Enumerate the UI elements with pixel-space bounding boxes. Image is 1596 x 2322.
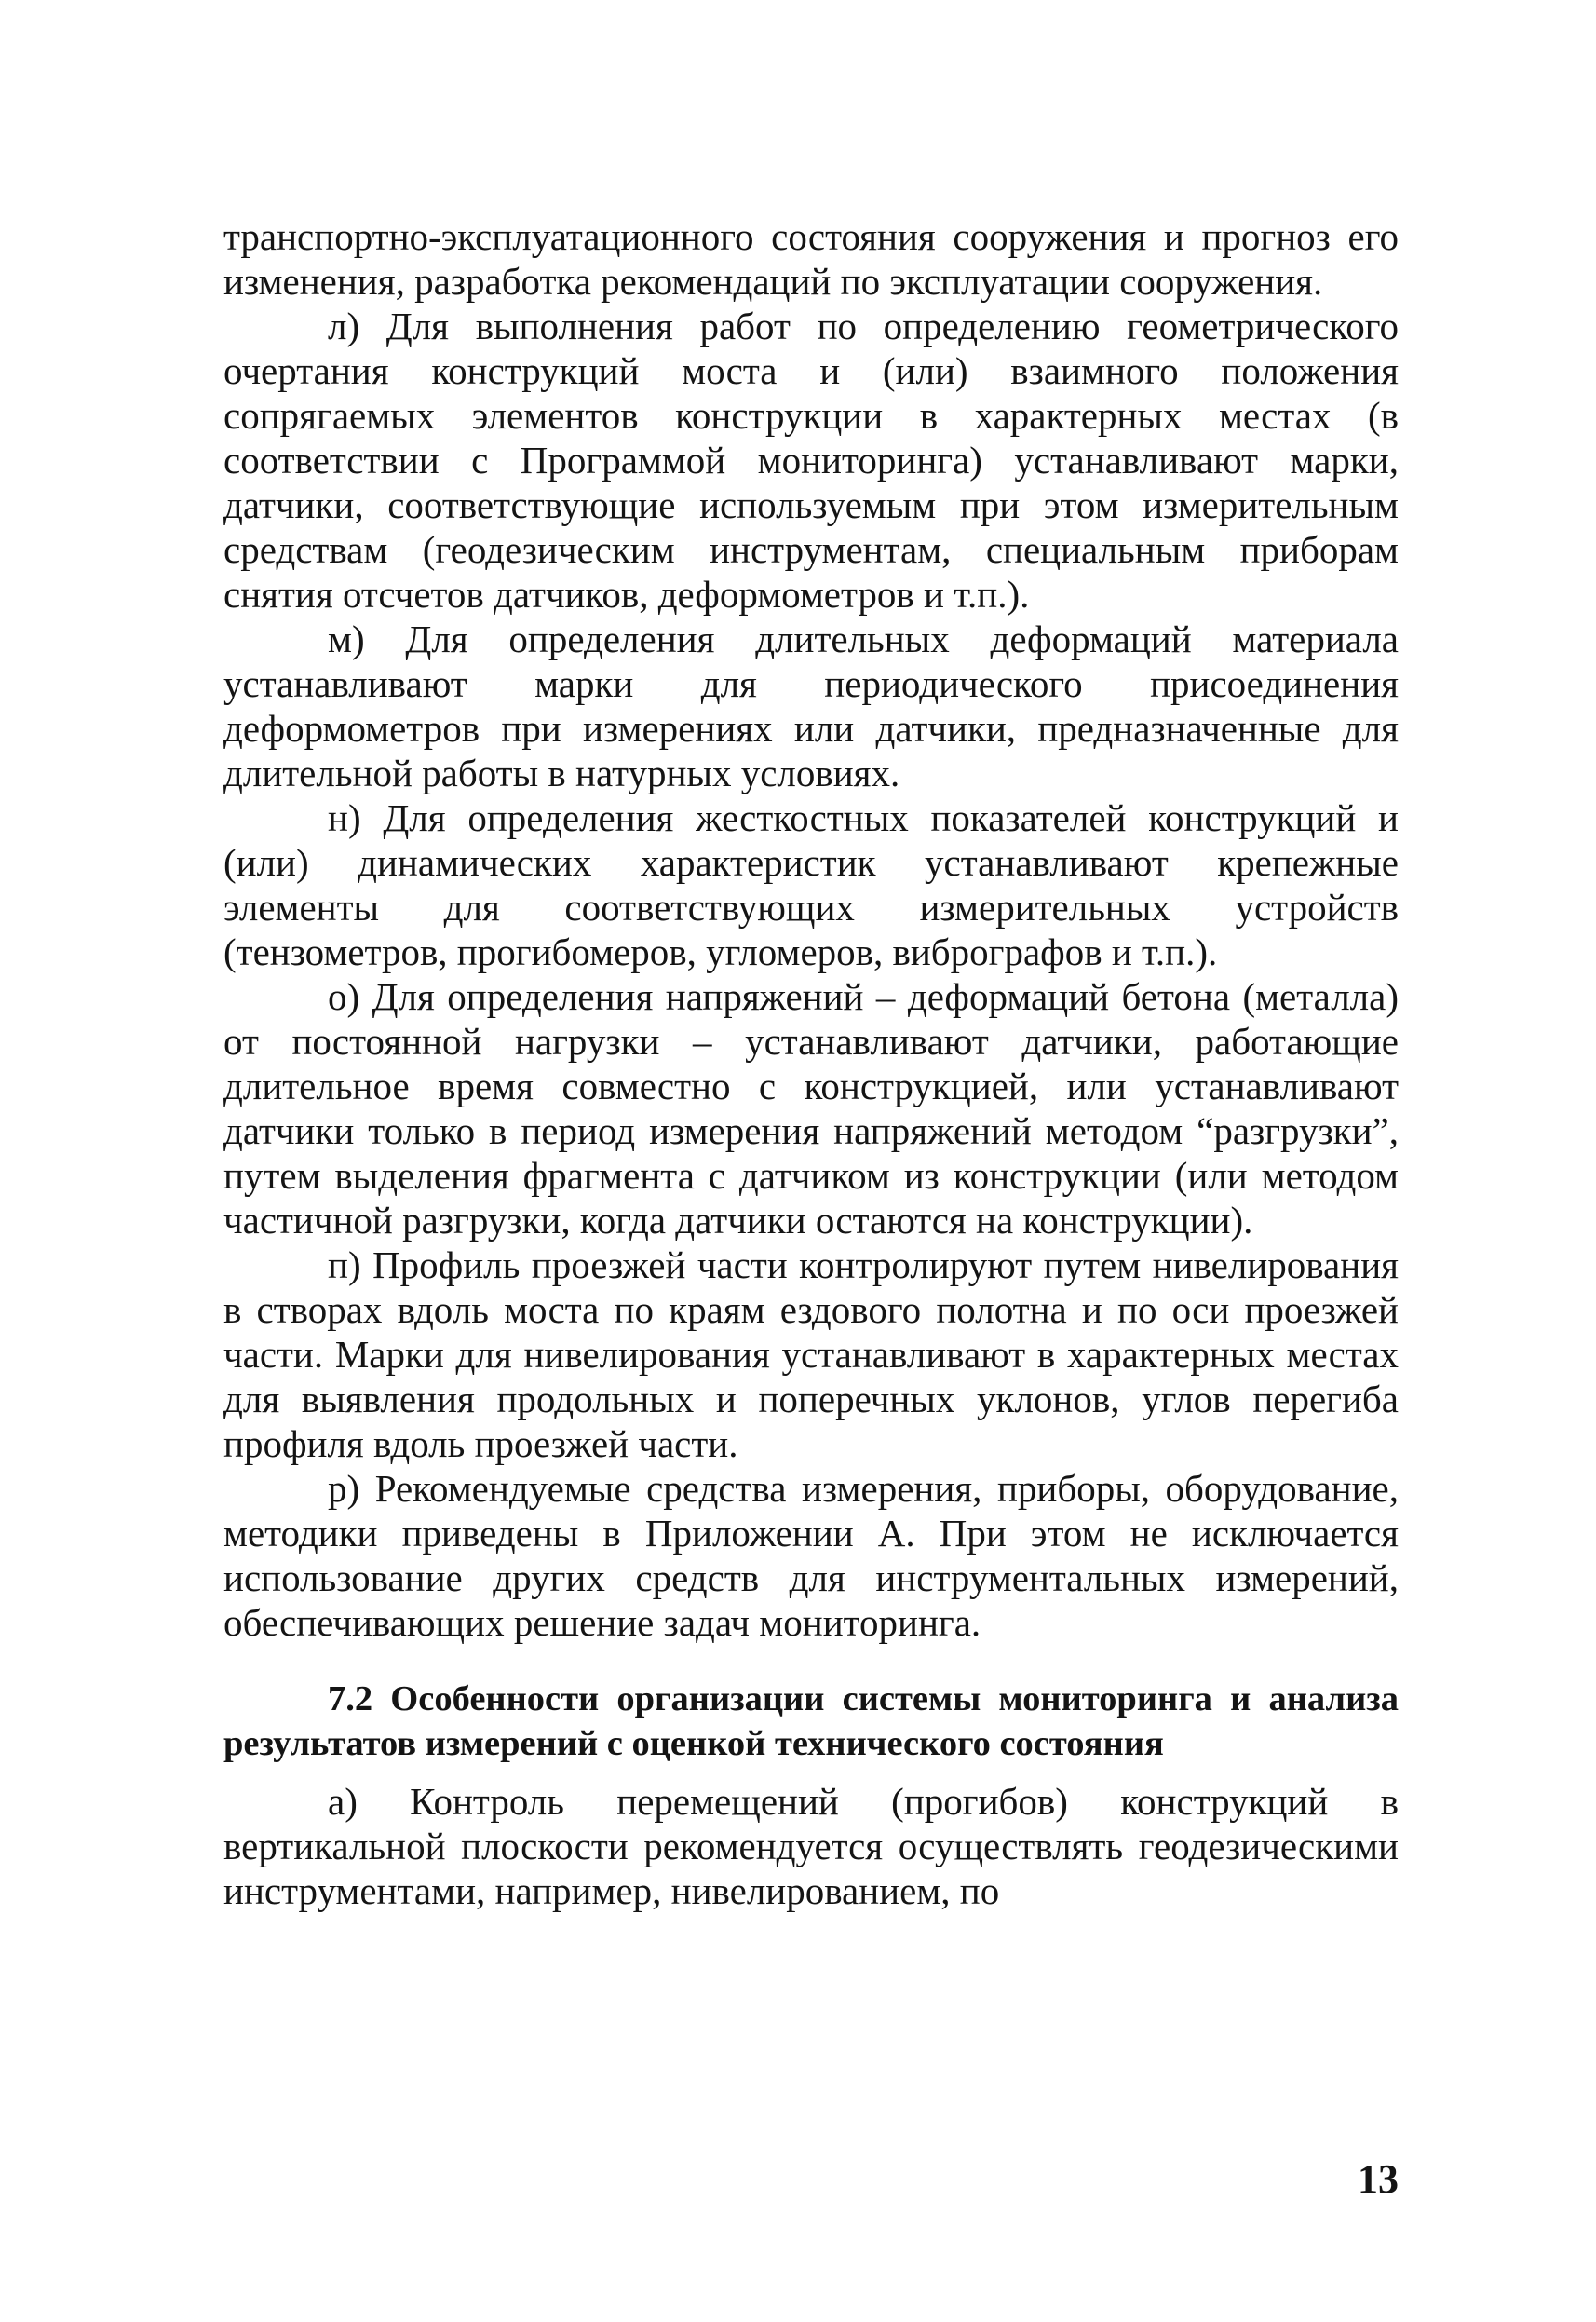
document-page <box>223 214 1399 1913</box>
paragraph-item-a: а) Контроль перемещений (прогибов) конструкций в вертикальной плоскости рекомендуется осуществлять геодезическими инструментами, например, нивелированием, по <box>223 1780 1399 1912</box>
paragraph-item-n: н) Для определения жесткостных показателей конструкций и (или) динамических характеристик устанавливают крепежные элементы для соответствующих измерительных устройств (тензометров, прогибомеров, угломеров, вибрографов и т.п.). <box>223 796 1399 973</box>
paragraph-item-r: р) Рекомендуемые средства измерения, приборы, оборудование, методики приведены в Приложении А. При этом не исключается использование других средств для инструментальных измерений, обеспечивающих решение задач мониторинга. <box>223 1467 1399 1644</box>
paragraph-item-p: п) Профиль проезжей части контролируют путем нивелирования в створах вдоль моста по краям ездового полотна и по оси проезжей части. Марки для нивелирования устанавливают в характерных местах для выявления продольных и поперечных уклонов, углов перегиба профиля вдоль проезжей части. <box>223 1243 1399 1465</box>
section-heading: 7.2 Особенности организации системы мониторинга и анализа результатов измерений с оценкой технического состояния <box>223 1679 1399 1763</box>
page-number: 13 <box>1358 2156 1399 2202</box>
paragraph-continuation: транспортно-эксплуатационного состояния сооружения и прогноз его изменения, разработка рекомендаций по эксплуатации сооружения. <box>223 215 1399 303</box>
paragraph-item-m: м) Для определения длительных деформаций материала устанавливают марки для периодического присоединения деформометров при измерениях или датчики, предназначенные для длительной работы в натурных условиях. <box>223 618 1399 794</box>
paragraph-item-o: о) Для определения напряжений – деформаций бетона (металла) от постоянной нагрузки – устанавливают датчики, работающие длительное время совместно с конструкцией, или устанавливают датчики только в период измерения напряжений методом “разгрузки”, путем выделения фрагмента с датчиком из конструкции (или методом частичной разгрузки, когда датчики остаются на конструкции). <box>223 975 1399 1242</box>
paragraph-item-l: л) Для выполнения работ по определению геометрического очертания конструкций моста и (или) взаимного положения сопрягаемых элементов конструкции в характерных местах (в соответствии с Программой мониторинга) устанавливают марки, датчики, соответствующие используемым при этом измерительным средствам (геодезическим инструментам, специальным приборам снятия отсчетов датчиков, деформометров и т.п.). <box>223 305 1399 616</box>
